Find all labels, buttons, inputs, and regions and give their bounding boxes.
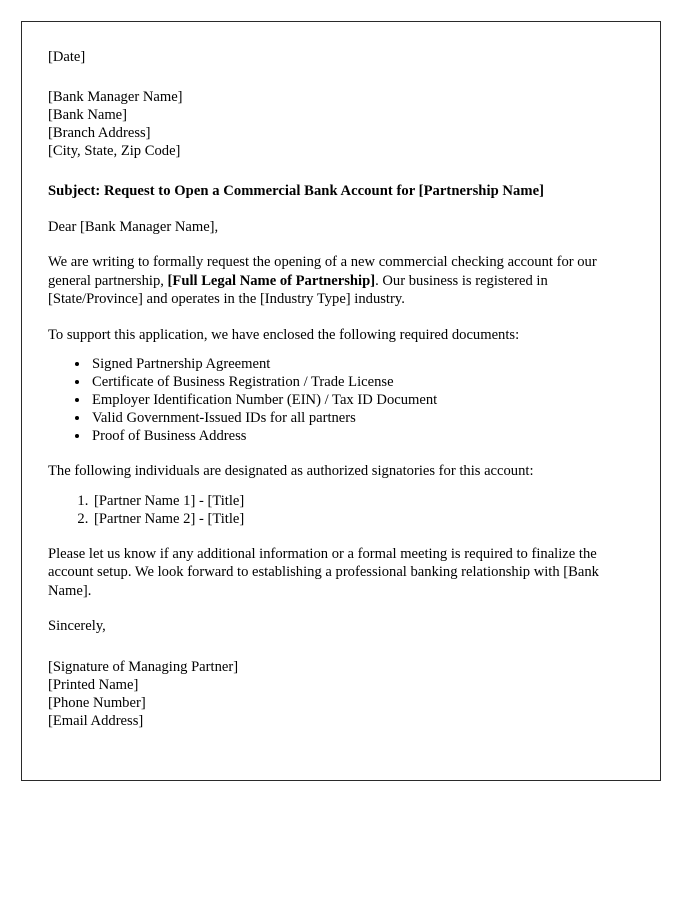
valediction: Sincerely, (48, 618, 106, 634)
spacer-after-paragraph-one (48, 309, 630, 326)
recipient-line: [Branch Address] (48, 125, 151, 141)
recipient-line: [Bank Manager Name] (48, 89, 183, 105)
phone-number-line: [Phone Number] (48, 694, 146, 711)
spacer-after-salutation (48, 236, 630, 253)
recipient-line: [Bank Name] (48, 107, 128, 123)
authorized-signatories-list (48, 492, 630, 528)
date-placeholder: [Date] (48, 49, 86, 65)
subject-line: Subject: Request to Open a Commercial Bank Account for [Partnership Name] (48, 183, 545, 199)
spacer-after-closing-paragraph (48, 600, 630, 617)
paragraph-one-segment-2: . Our business is registered in [State/Province] and operates in the [Industry Type] industry. (48, 272, 548, 307)
letter-page-frame (21, 21, 661, 781)
paragraph-one (48, 253, 630, 309)
signature-line: [Signature of Managing Partner] (48, 658, 239, 675)
spacer-after-signatory-list (48, 528, 630, 545)
list-item: • Signed Partnership Agreement (90, 355, 630, 373)
salutation: Dear [Bank Manager Name], (48, 218, 219, 235)
recipient-address-block (48, 88, 630, 160)
spacer-after-date (48, 66, 630, 88)
list-item: 2. [Partner Name 2] - [Title] (92, 510, 630, 528)
list-item: • Proof of Business Address (90, 427, 630, 445)
recipient-line: [City, State, Zip Code] (48, 143, 181, 159)
signature-block (48, 658, 630, 730)
closing-paragraph: Please let us know if any additional information or a formal meeting is required to finalize the account setup. We look forward to establishing a professional banking relationship with [Bank Name]. (48, 545, 599, 599)
date-line (48, 48, 630, 66)
documents-intro: To support this application, we have enclosed the following required documents: (48, 326, 520, 343)
spacer-before-signature (48, 636, 630, 658)
list-item: • Employer Identification Number (EIN) / Tax ID Document (90, 391, 630, 409)
signatories-intro: The following individuals are designated as authorized signatories for this account: (48, 463, 534, 479)
spacer-after-recipient (48, 160, 630, 182)
spacer-after-subject (48, 201, 630, 218)
list-item: • Valid Government-Issued IDs for all partners (90, 409, 630, 427)
printed-name-line: [Printed Name] (48, 676, 139, 693)
email-address-line: [Email Address] (48, 712, 144, 729)
spacer-before-signatory-list (48, 481, 630, 492)
letter-content (48, 48, 630, 730)
list-item: 1. [Partner Name 1] - [Title] (92, 492, 630, 510)
list-item: • Certificate of Business Registration / Trade License (90, 373, 630, 391)
required-documents-list (48, 355, 630, 445)
spacer-after-document-list (48, 445, 630, 462)
spacer-before-document-list (48, 344, 630, 355)
partnership-name-emphasis: [Full Legal Name of Partnership] (167, 272, 376, 289)
paragraph-one-segment-1: We are writing to formally request the opening of a new commercial checking account for our general partnership, (48, 254, 597, 289)
